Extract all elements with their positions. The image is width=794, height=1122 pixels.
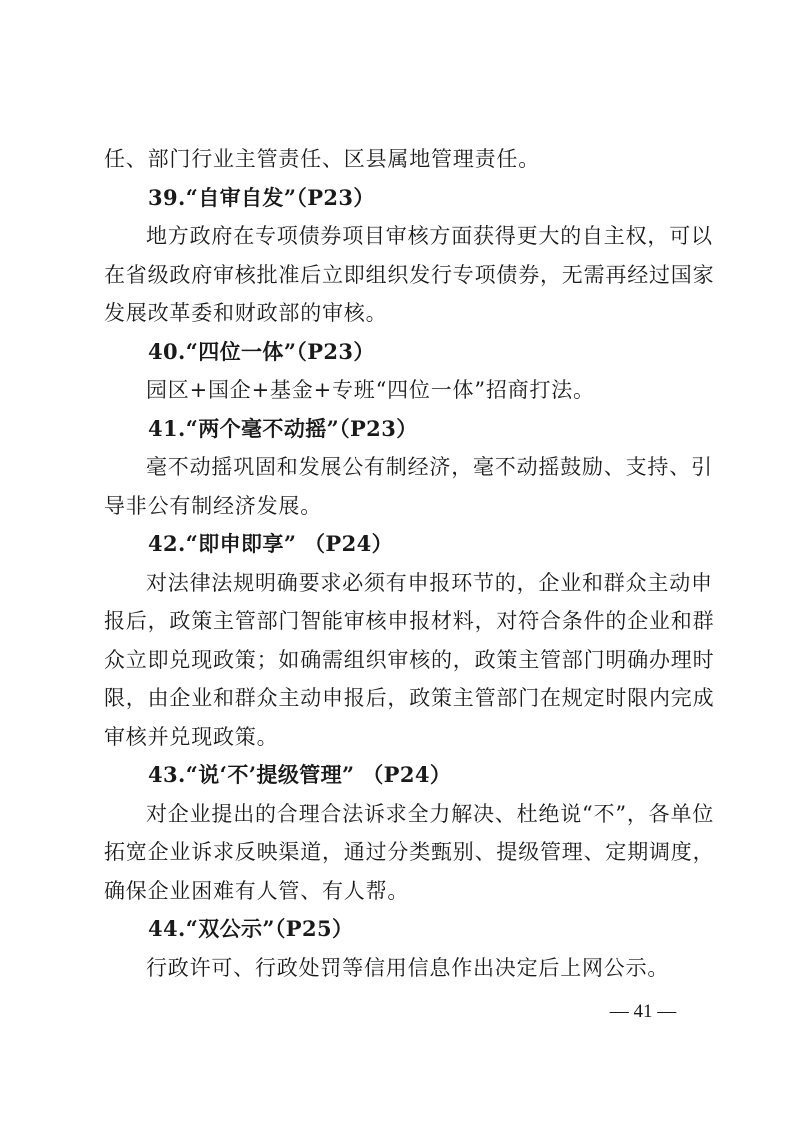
page-number: — 41 — [609,1001,677,1022]
section-heading-39: 39.“自审自发”（P23） [148,184,375,210]
section-heading-43: 43.“说‘不’提级管理” （P24） [148,762,452,787]
section-heading-40: 40.“四位一体”（P23） [148,338,375,364]
section-heading-44: 44.“双公示”（P25） [148,916,354,941]
text-line: 限，由企业和群众主动申报后，政策主管部门在规定时限内完成 [104,686,715,710]
section-heading-42: 42.“即申即享” （P24） [148,531,394,556]
paragraph-first-line: 行政许可、行政处罚等信用信息作出决定后上网公示。 [146,955,670,980]
text-line: 导非公有制经济发展。 [104,493,322,518]
text-line: 拓宽企业诉求反映渠道，通过分类甄别、提级管理、定期调度， [104,840,715,864]
paragraph-first-line: 地方政府在专项债券项目审核方面获得更大的自主权，可以 [146,224,713,248]
text-line: 众立即兑现政策；如确需组织审核的，政策主管部门明确办理时 [104,647,715,672]
document-body [104,140,715,987]
text-line: 报后，政策主管部门智能审核申报材料，对符合条件的企业和群 [104,609,715,633]
paragraph-first-line: 毫不动摇巩固和发展公有制经济，毫不动摇鼓励、支持、引 [146,455,713,479]
text-line: 审核并兑现政策。 [104,724,279,749]
text-line: 任、部门行业主管责任、区县属地管理责任。 [104,147,540,171]
paragraph-first-line: 园区+国企+基金+专班“四位一体”招商打法。 [146,378,595,402]
text-line: 发展改革委和财政部的审核。 [104,301,388,325]
section-heading-41: 41.“两个毫不动摇”（P23） [148,415,418,441]
paragraph-first-line: 对企业提出的合理合法诉求全力解决、杜绝说“不”，各单位 [146,801,715,826]
text-line: 确保企业困难有人管、有人帮。 [104,878,410,903]
paragraph-first-line: 对法律法规明确要求必须有申报环节的，企业和群众主动申 [146,570,713,595]
text-line: 在省级政府审核批准后立即组织发行专项债券，无需再经过国家 [104,262,715,287]
